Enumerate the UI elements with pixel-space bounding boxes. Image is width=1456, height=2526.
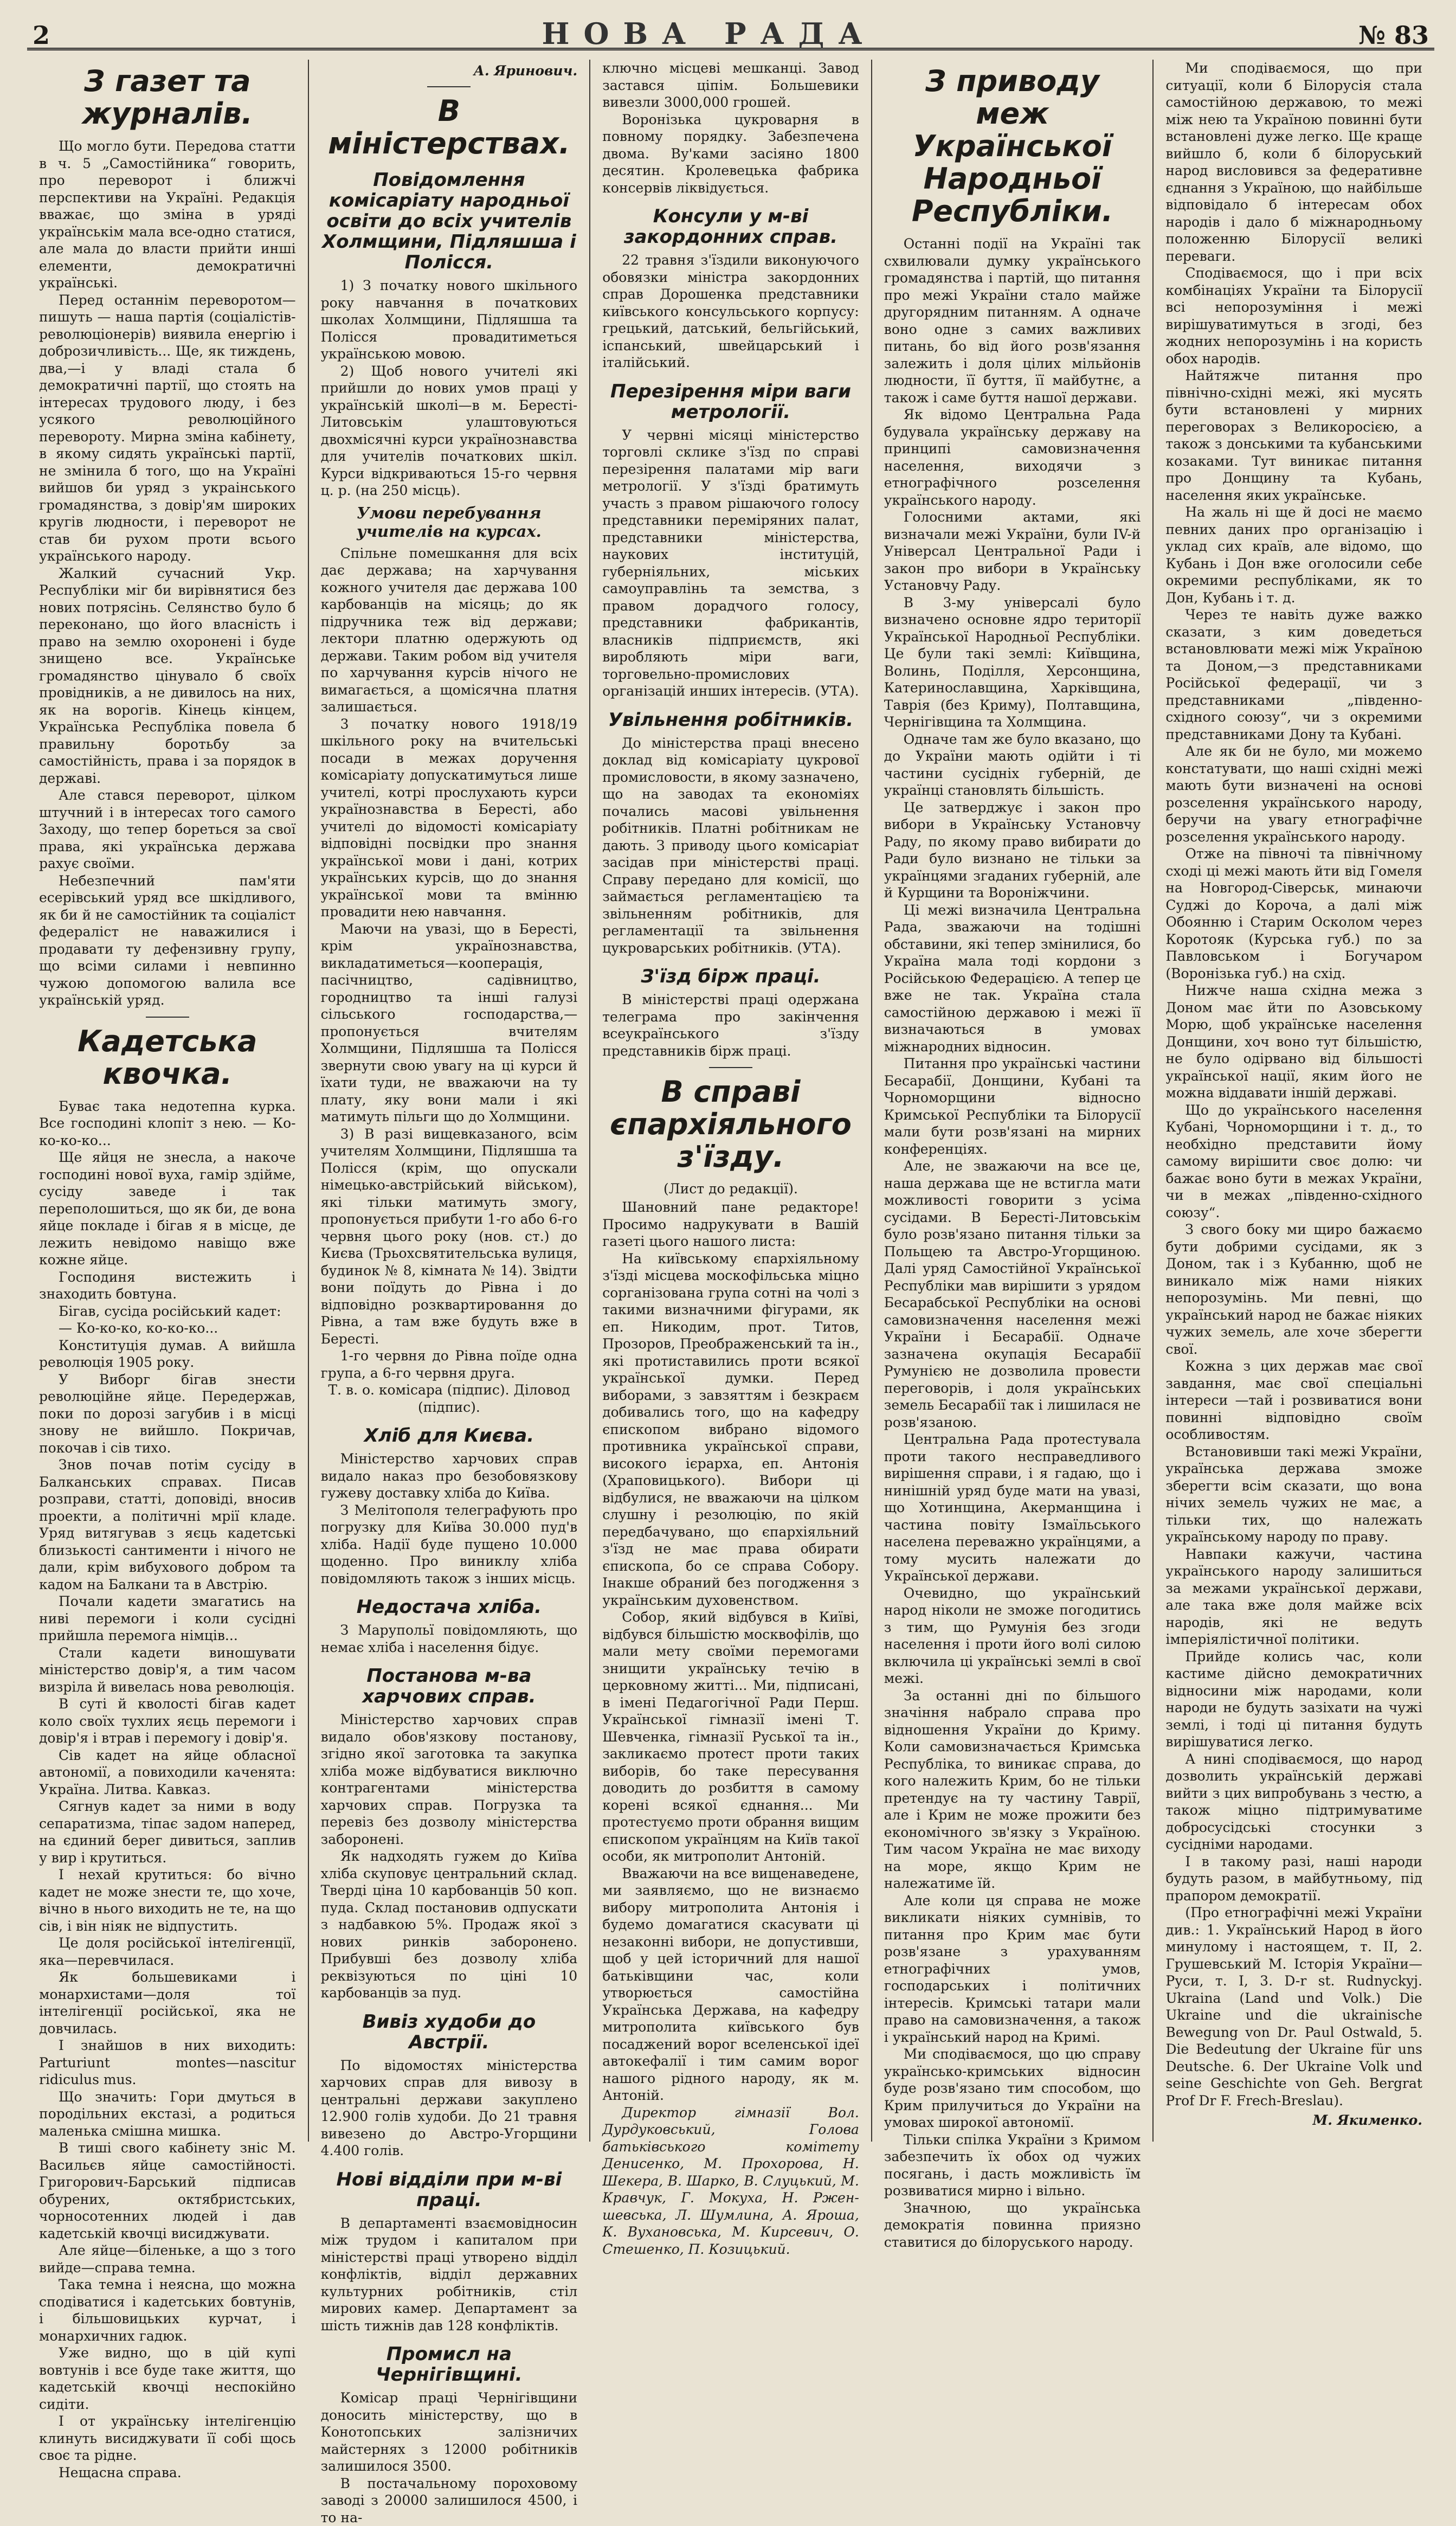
paragraph: Така темна і неясна, що можна сподіватися і кадетських бовтунів, і більшовицьких курчат, і монархичних гадюк. bbox=[39, 2276, 296, 2344]
divider bbox=[146, 1017, 189, 1018]
paragraph: Знов почав потім сусіду в Балканських справах. Писав розправи, статті, доповіді, вносив проекти, а політичні мрії кладе. Уряд витягував з яєць кадетські близькості сантименти і нічого не дали, крім вибухового добром та кадом на Балкани та в Австрію. bbox=[39, 1456, 296, 1593]
paragraph: У Виборг бігав знести революційне яйце. Передержав, поки по дорозі загубив і в місці знову не вийшло. Покричав, покочав і сів тихо. bbox=[39, 1371, 296, 1457]
bibliography-note: (Про етнографічні межі України див.: 1. Український Народ в його минулому і настоящем, т. II, 2. Грушевський М. Історія України—Руси, т. I, 3. D-r st. Rudnyckyj. Ukraina (Land und Volk.) Die Ukraine und die ukrainische Bewegung von Dr. Paul Ostwald, 5. Die Bedeutung der Ukraine für uns Deutsche. 6. Der Ukraine Volk und seine Geschichte von Geh. Bergrat Prof Dr F. Frech-Breslau). bbox=[1165, 1904, 1422, 2109]
paragraph: Уже видно, що в цій купі вовтунів і все буде таке життя, що кадетській квочці неспокійно сидіти. bbox=[39, 2344, 296, 2413]
paragraph: В департаменті взаємовідносин між трудом і капиталом при міністерстві праці утворено відділ конфліктів, відділ державних культурних робітників, стіл мирових камер. Департамент за шість тижнів дав 128 конфліктів. bbox=[321, 2215, 578, 2335]
paragraph: Одначе там же було вказано, що до України мають одійти і ті частини сусідніх губерній, де українці становлять більшість. bbox=[884, 731, 1141, 799]
paragraph: Встановивши такі межі України, українська держава зможе зберегти всім сказати, що вона нічих земель чужих не має, а тільки тих, що належать українському народу по праву. bbox=[1165, 1443, 1422, 1546]
subheading: Повідомлення комісаріату народньої освіти до всіх учителів Холмщини, Підляшша і Полісся. bbox=[321, 170, 578, 273]
paragraph: 3) В разі вищевказаного, всім учителям Холмщини, Підляшша та Полісся (крім, що опускали німецько-австрійський військом), які тільки матимуть змогу, пропонується прибути 1-го або 6-го червня цього року (нов. ст.) до Києва (Трьохсвятительська вулиця, будинок № 8, кімната № 14). Звідти вони поїдуть до Рівна і до відповідно розквартировання до Рівна, а там вже будуть вже в Бересті. bbox=[321, 1126, 578, 1348]
paragraph: Як відомо Центральна Рада будувала українську державу на принципі самовизначення населення, виходячи з етнографічного розселення українського народу. bbox=[884, 406, 1141, 509]
subheading: Увільнення робітників. bbox=[602, 710, 859, 730]
paragraph: Ми сподіваємося, що при ситуації, коли б Білорусія стала самостійною державою, то межі між нею та Україною повинні бути встановлені дуже легко. Ще краще вийшло б, коли б білоруський народ висловився за федеративне єднання з Україною, що найбільше відповідало б інтересам обох народів і дало б міжнародньому положенню Білорусії великі переваги. bbox=[1165, 60, 1422, 265]
paragraph: Конституція думав. А вийшла революція 1905 року. bbox=[39, 1337, 296, 1371]
paragraph: Міністерство харчових справ видало наказ про безобовязкову гужеву доставку хліба до Київа. bbox=[321, 1450, 578, 1502]
paragraph: За останні дні по більшого значіння набрало справа про відношення України до Криму. Коли самовизначається Кримська Республіка, то виникає справа, до кого належить Крим, бо не тільки претендує на ту частину Таврії, але і Крим не може прожити без економічного зв'язку з Україною. Тим часом Україна не має виходу на море, якщо Крим не належатиме їй. bbox=[884, 1687, 1141, 1892]
paragraph: Отже на півночі та північному сході ці межі мають йти від Гомеля на Новгород-Сіверськ, минаючи Суджі до Короча, а далі між Обоянню і Старим Осколом через Коротояк (Курська губ.) по за Павловськом і Богучаром (Воронізька губ.) на схід. bbox=[1165, 845, 1422, 982]
paragraph: Голосними актами, які визначали межі України, були IV-й Універсал Центральної Ради і закон про вибори в Українську Установчу Раду. bbox=[884, 509, 1141, 594]
paragraph: З свого боку ми щиро бажаємо бути добрими сусідами, як з Доном, так і з Кубанню, щоб не виникало між нами ніяких непорозумінь. Ми певні, що український народ не бажає ніяких чужих земель, але хоче зберегти свої. bbox=[1165, 1221, 1422, 1358]
column-5 bbox=[1152, 60, 1434, 2142]
paragraph: Вважаючи на все вищенаведене, ми заявляємо, що не визнаємо вибору митрополита Антонія і будемо домагатися скасувати ці незаконні вибори, не допустивши, щоб у цей історичний для нашої батьківщини час, коли утворюється самостійна Українська Держава, на кафедру митрополита київського був посаджений ворог вселенської ідеї автокефалії і тим самим ворог нашого рідного народу, як м. Антоній. bbox=[602, 1865, 859, 2104]
signature-block: Т. в. о. комісара (підпис). Діловод (підпис). bbox=[321, 1381, 578, 1416]
paragraph: Що до українського населення Кубані, Чорноморщини і т. д., то необхідно представити йому самому вирішити своє долю: чи бажає воно бути в межах України, чи в межах „південно-східного союзу“. bbox=[1165, 1102, 1422, 1222]
paragraph: По відомостях міністерства харчових справ для вивозу в центральні держави закуплено 12.900 голів худоби. До 21 травня вивезено до Австро-Угорщини 4.400 голів. bbox=[321, 2057, 578, 2159]
paragraph: З Марупольї повідомляють, що немає хліба і населення бідує. bbox=[321, 1622, 578, 1656]
paragraph: 3 початку нового 1918/19 шкільного року на вчительські посади в межах доручення комісаріату допускатимуться лише учителі, котрі прослухають курси українознавства в Бересті, або учителі до відомості комісаріату відповідні посвідки про знання української мови і дані, котрих українських курсів, що до знання української мови та вмінню провадити нею навчання. bbox=[321, 716, 578, 921]
paragraph: Стали кадети виношувати міністерство довір'я, а тим часом визріла й вивелась нова революція. bbox=[39, 1644, 296, 1696]
paragraph: 2) Щоб нового учителі які прийшли до нових умов праці у українській школі—в м. Бересті-Литовськім улаштовуються двохмісячні курси українознавства для учителів початкових шкіл. Курси відкриваються 15-го червня ц. р. (на 250 місць). bbox=[321, 363, 578, 499]
paragraph: Це затверджує і закон про вибори в Українську Установчу Раду, по якому право вибирати до Ради було визнано не тільки за українцями згаданих губерній, але й Курщини та Вороніжчини. bbox=[884, 799, 1141, 902]
paragraph: Значною, що українська демократія повинна приязно ставитися до білоруського народу. bbox=[884, 2200, 1141, 2251]
paragraph: Питання про українські частини Бесарабії, Донщини, Кубані та Чорноморщини відносно Кримської Республіки та Білорусії мали бути розв'язані на мирних конференціях. bbox=[884, 1055, 1141, 1158]
paragraph: Бігав, сусіда російський кадет: bbox=[39, 1303, 296, 1320]
paragraph: І от українську інтелігенцію клинуть висиджувати її собі щось своє та рідне. bbox=[39, 2413, 296, 2464]
paragraph: Воронізька цукроварня в повному порядку. Забезпечена двома. Ву'ками засіяно 1800 десятин. Кролевецька фабрика консервів ліквідується. bbox=[602, 111, 859, 197]
paragraph: В суті й кволості бігав кадет коло своїх тухлих яєць перемоги і довір'я і втрав і перемогу і довір'я. bbox=[39, 1695, 296, 1747]
paragraph: Що могло бути. Передова статти в ч. 5 „Самостійника“ говорить, про переворот і ближчі перспективи на Україні. Редакція вважає, що зміна в уряді українськім мала все-одно статися, але мала до власти прийти инші елементи, демократичні українські. bbox=[39, 138, 296, 292]
paragraph: Жалкий сучасний Укр. Республіки міг би вирівнятися без нових потрясінь. Селянство було б переконано, що його власність і право на землю охоронені і буде знищено все. Українське громадянство цінувало б своїх провідників, а не дивилось на них, як на ворогів. Кінець кінцем, Українська Республіка повела б правильну боротьбу за самостійність, права і за порядок в державі. bbox=[39, 565, 296, 787]
issue-number: № 83 bbox=[1320, 21, 1429, 50]
paragraph: Але як би не було, ми можемо констатувати, що наші східні межі мають бути визначені на основі розселення українського народу, беручи на увагу етнографічне розселення українського народу. bbox=[1165, 743, 1422, 845]
subheading: Консули у м-ві закордонних справ. bbox=[602, 206, 859, 247]
paragraph: Спільне помешкання для всіх дає держава; на харчування кожного учителя дає держава 100 карбованців на місяць; до як підручника теж від держави; лектори платню одержують од держави. Таким робом від учителя по харчування курсів нічого не вимагається, а щомісячна платня залишається. bbox=[321, 545, 578, 716]
article-heading-cadet-hen: Кадетська квочка. bbox=[39, 1025, 296, 1090]
paragraph: Сів кадет на яйце обласної автономії, а повиходили каченята: Україна. Литва. Кавказ. bbox=[39, 1747, 296, 1798]
paragraph: Але коли ця справа не може викликати ніяких сумнівів, то питання про Крим має бути розв'язане з урахуванням етнографічних умов, господарських і політичних інтересів. Кримські татари мали право на самовизначення, а також і український народ на Кримі. bbox=[884, 1892, 1141, 2046]
paragraph: Це доля російської інтелігенції, яка—перевчилася. bbox=[39, 1934, 296, 1969]
page-number: 2 bbox=[33, 21, 98, 50]
paragraph: Сягнув кадет за ними в воду сепаратизма, тіпає задом наперед, на єдиний берег дивиться, заплив у вир і крутиться. bbox=[39, 1798, 296, 1866]
paragraph: До міністерства праці внесено доклад від комісаріату цукрової промисловости, в якому зазначено, що на заводах та економіях почались масові увільнення робітників. Платні робітникам не дають. З приводу цього комісаріат засідав при міністерстві праці. Справу передано для комісії, що займається регламентацією та звільненням робітників, для регламентації та звільнення цукроварських робітників. (УТА). bbox=[602, 735, 859, 957]
paragraph: Перед останнім переворотом—пишуть — наша партія (соціалістів-революціонерів) виявила енергію і доброзичливість... Ще, як тиждень, два,—і у владі стала б демократичні партії, що стоять на інтересах трудового люду, і без усякого революційного перевороту. Мирна зміна кабінету, в якому сидять українські партії, не змінила б того, що на Україні вийшов би уряд з украінського громадянства, з довір'ям широких кругів людности, і переворот не став би рухом проти всього українського народу. bbox=[39, 292, 296, 565]
paragraph: Кожна з цих держав має свої завдання, має свої спеціальні інтереси —тай і розвиватися вони повинні відповідно своїм особливостям. bbox=[1165, 1358, 1422, 1443]
paragraph: В тиші свого кабінету зніс М. Васильєв яйце самостійності. Григорович-Барський підписав обурених, октябристських, чорносотенних людей і дав кадетській квочці висиджувати. bbox=[39, 2139, 296, 2242]
subheading: Хліб для Києва. bbox=[321, 1425, 578, 1446]
paragraph: У червні місяці міністерство торговлі склике з'їзд по справі перезірення палатами мір ваги метрології. У з'їзді братимуть участь з правом рішаючого голосу представники переміряних палат, представники міністерства, наукових інституцій, губерніяльних, міських самоуправлінь та земства, з правом дорадчого голосу, представники фабрикантів, власників підприємств, які виробляють міри ваги, торговельно-промислових організацій инших інтересів. (УТА). bbox=[602, 427, 859, 700]
paragraph: — Ко-ко-ко, ко-ко-ко... bbox=[39, 1320, 296, 1337]
paragraph: Шановний пане редакторе! Просимо надрукувати в Вашій газеті цього нашого листа: bbox=[602, 1199, 859, 1250]
paragraph: 22 травня з'їздили виконуючого обовязки міністра закордонних справ Дорошенка представники київського консульського корпусу: грецький, датський, бельгійський, іспанський, швейцарський і італійський. bbox=[602, 252, 859, 371]
paragraph: Комісар праці Чернігівщини доносить міністерству, що в Конотопських залізничих майстернях з 12000 робітників залишилося 3500. bbox=[321, 2389, 578, 2475]
subheading: З'їзд бірж праці. bbox=[602, 966, 859, 987]
paragraph: Останні події на Україні так схвилювали думку українського громадянства і партій, що питання про межі України стало майже другорядним питанням. А одначе воно одне з самих важливих питань, бо від його розв'язання залежить і доля цілих мільйонів людности, її буття, її майбутнє, а також і саме буття нашої держави. bbox=[884, 235, 1141, 406]
article-source-note: (Лист до редакції). bbox=[602, 1181, 859, 1197]
paragraph: З Мелітополя телеграфують про погрузку для Київа 30.000 пуд'в хліба. Надії буде пущено 10.000 щоденно. Про виниклу хліба повідомляють також з інших місць. bbox=[321, 1502, 578, 1587]
paragraph: Через те навіть дуже важко сказати, з ким доведеться встановлювати межі між Україною та Доном,—з представниками Російської федерації, чи з представниками „південно-східного союзу“, чи з окремими представниками Дону та Кубані. bbox=[1165, 606, 1422, 743]
paragraph: Як большевиками і монархистами—доля тої інтелігенції російської, яка не довчилась. bbox=[39, 1969, 296, 2037]
author-signature: М. Якименко. bbox=[1165, 2112, 1422, 2128]
paragraph: Найтяжче питання про північно-східні межі, які мусять бути встановлені у мирних переговорах з Великоросією, а також з донськими та кубанськими козаками. Тут виникає питання про Донщину та Кубань, населення яких українське. bbox=[1165, 367, 1422, 504]
paragraph: Господиня вистежить і знаходить бовтуна. bbox=[39, 1269, 296, 1303]
paragraph: Як надходять гужем до Київа хліба скуповує центральний склад. Твердi ціна 10 карбованців 50 коп. пуда. Склад постановив одпускати з надбавкою 5%. Продаж якої з нових ринків заборонено. Прибувші без дозволу хліба реквізуються по ціні 10 карбованців за пуд. bbox=[321, 1848, 578, 2002]
paragraph: Буває така недотепна курка. Все господині клопіт з нею. — Ко-ко-ко-ко... bbox=[39, 1098, 296, 1149]
paragraph: А нині сподіваємося, що народ дозволить українській державі вийти з цих випробувань з честю, а також міцно підтримуватиме добросусідські стосунки з сусідніми народами. bbox=[1165, 1751, 1422, 1853]
paragraph: В постачальному пороховому заводі з 20000 залишилося 4500, і то на- bbox=[321, 2475, 578, 2526]
author-signature: А. Яринович. bbox=[321, 63, 578, 79]
paragraph: Ще яйця не знесла, а накоче господині нової вуха, гамір здійме, сусіду заведе і так переполошиться, що як би, де вона яйце покладе і бігав я в місце, де лежить невідомо навіщо вже кожне яйце. bbox=[39, 1149, 296, 1269]
subheading: Умови перебування учителів на курсах. bbox=[321, 504, 578, 541]
paragraph: Маючи на увазі, що в Бересті, крім українознавства, викладатиметься—кооперація, пасічництво, садівництво, городництво та інші галузі сільського господарства,—пропонується вчителям Холмщини, Підляшша та Полісся звернути свою увагу на ці курси й їхати туди, не вважаючи на ту плату, яку вони мали і які матимуть пільги що до Холмщини. bbox=[321, 921, 578, 1126]
subheading: Постанова м-ва харчових справ. bbox=[321, 1666, 578, 1707]
subheading: Нові відділи при м-ві праці. bbox=[321, 2169, 578, 2210]
paragraph: 1-го червня до Рівна поїде одна група, а 6-го червня друга. bbox=[321, 1347, 578, 1381]
paragraph: Що значить: Гори дмуться в породільних екстазі, а родиться маленька смішна мишка. bbox=[39, 2088, 296, 2140]
paragraph: В міністерстві праці одержана телеграма про закінчення всеукраїнського з'їзду представників бірж праці. bbox=[602, 991, 859, 1059]
paragraph: Але стався переворот, цілком штучний і в інтересах того самого Заходу, що тепер бореться за свої права, які українська держава рахує своїми. bbox=[39, 787, 296, 872]
paragraph: Але яйце—біленьке, а що з того вийде—справа темна. bbox=[39, 2242, 296, 2276]
paragraph: Тільки спілка України з Кримом забезпечить їх обох од чужих посягань, і дасть можливість їм розвиватися мирно і вільно. bbox=[884, 2131, 1141, 2200]
paragraph: Почали кадети змагатись на ниві перемоги і коли сусідні прийшла перемога німців... bbox=[39, 1593, 296, 1644]
paragraph: На київському єпархіяльному з'їзді місцева москофільська міцно сорганізована група сотні на чолі з такими визначними фігурами, як еп. Никодим, прот. Титов, Прозоров, Преображенський та ін., які протиставились проти всякої української думки. Перед виборами, з завзяттям і безкраєм добивались того, що на кафедру єпископом вибрано відомого противника української справи, високого ієрарха, еп. Антонія (Храповицького). Вибори ці відбулися, не вважаючи на цілком слушну і резолюцію, по якій передбачувано, що єпархіяльний з'їзд не має права обирати єпископа, бо се справа Собору. Інакше обраний без погодження з українським духовенством. bbox=[602, 1250, 859, 1609]
paragraph: Центральна Рада протестувала проти такого несправедливого вирішення справи, і я гадаю, що і нинішній уряд буде мати на увазі, що Хотинщина, Акерманщина і частина повіту Ізмаїльського населена переважно українцями, а тому мусить належати до Української держави. bbox=[884, 1431, 1141, 1585]
subheading: Промисл на Чернігівщині. bbox=[321, 2344, 578, 2385]
paragraph: Ми сподіваємося, що цю справу українсько-кримських відносин буде розв'язано тим способом, що Крим прилучиться до України на умовах широкої автономії. bbox=[884, 2046, 1141, 2131]
paragraph: Нещасна справа. bbox=[39, 2464, 296, 2482]
paragraph: Міністерство харчових справ видало обов'язкову постанову, згідно якої заготовка та закупка хліба може відбуватися виключно контрагентами міністерства харчових справ. Погрузка та перевіз без дозволу міністерства заборонені. bbox=[321, 1711, 578, 1848]
paragraph: На жаль ні ще й досі не маємо певних даних про організацію і уклад сих країв, але відомо, що Кубань і Дон вже оголосили себе окремими республіками, як то Дон, Кубань і т. д. bbox=[1165, 504, 1422, 606]
article-heading-eparchial-congress: В справі єпархіяльного з'їзду. bbox=[602, 1076, 859, 1173]
signatories: Директор гімназії Вол. Дурдуковський, Голова батьківського комітету Денисенко, М. Прохорова, Н. Шекера, В. Шарко, В. Слуцький, М. Кравчук, Г. Мокуха, Н. Ржен-шевська, Л. Шумлина, А. Яроша, К. Вухановська, М. Кирсевич, О. Стешенко, П. Козицький. bbox=[602, 2104, 859, 2258]
paragraph: Очевидно, що український народ ніколи не зможе погодитись з тим, що Румунія без згоди населення і проти його волі силою включила ці українські землі в свої межі. bbox=[884, 1585, 1141, 1687]
divider bbox=[427, 86, 471, 87]
paragraph: Навпаки кажучи, частина українського народу залишиться за межами української держави, але така вже доля майже всіх народів, які не ведуть імперіялістичної політики. bbox=[1165, 1546, 1422, 1648]
masthead bbox=[27, 16, 1434, 50]
paper-name: НОВА РАДА bbox=[542, 16, 876, 51]
column-2 bbox=[308, 60, 590, 2142]
article-heading-ministries: В міністерствах. bbox=[321, 95, 578, 160]
column-3 bbox=[589, 60, 871, 2142]
paragraph: І в такому разі, наші народи будуть разом, в майбутньому, під прапором демократії. bbox=[1165, 1853, 1422, 1905]
article-heading-ukraine-borders: З приводу меж Української Народньої Республіки. bbox=[884, 65, 1141, 228]
paragraph: 1) З початку нового шкільного року навчання в початкових школах Холмщини, Підляшша та Полісся провадитиметься українською мовою. bbox=[321, 277, 578, 363]
paragraph: І знайшов в них виходить: Parturiunt montes—nascitur ridiculus mus. bbox=[39, 2037, 296, 2088]
paragraph: Сподіваємося, що і при всіх комбінаціях України та Білорусії всі непорозуміння і межі вирішуватимуться в згоді, без жодних непорозумінь і на користь обох народів. bbox=[1165, 265, 1422, 367]
divider bbox=[709, 1067, 752, 1068]
paragraph: Собор, який відбувся в Київі, відбувся більшістю москвофілів, що мали мету своїми перемогами знищити українську течію в церковному житті... Ми, підписані, в імені Педагогічної Ради Перш. Української гімназії імені Т. Шевченка, гімназії Руської та ін., закликаємо протест проти таких виборів, бо таке пересування доводить до розбиття в самому корені всякої єднання... Ми протестуємо проти обрання вищим єпископом українцям на Київ такої особи, як митрополит Антоній. bbox=[602, 1609, 859, 1865]
paragraph: Небезпечний пам'яти есерівський уряд все шкідливого, як би й не самостійник та соціаліст федераліст не наважилися і продавати ту дефензивну групу, що всіми силами і невпинно чужою допомогою валила все українській уряд. bbox=[39, 872, 296, 1009]
paragraph: І нехай крутиться: бо вічно кадет не може знести те, що хоче, вічно в нього виходить не те, на що сів, і він ніяк не відпустить. bbox=[39, 1866, 296, 1934]
paragraph: Прийде колись час, коли кастиме дійсно демократичних відносини між народами, коли народи не будуть зазіхати на чужі землі, і тоді ці питання будуть вирішуватися легко. bbox=[1165, 1648, 1422, 1751]
subheading: Недостача хліба. bbox=[321, 1597, 578, 1617]
subheading: Вивіз худоби до Австрії. bbox=[321, 2011, 578, 2053]
column-4 bbox=[871, 60, 1153, 2142]
paragraph: Ці межі визначила Центральна Рада, зважаючи на тодішні обставини, які тепер змінилися, бо Україна мала тоді кордони з Російською Федерацією. А тепер це вже не так. Україна стала самостійною державою і межі її визначаються в умовах міжнародних відносин. bbox=[884, 902, 1141, 1056]
paragraph: Нижче наша східна межа з Доном має йти по Азовському Морю, щоб українське населення Донщини, хоч воно тут більшістю, не було одірвано від більшості української нації, яким його не можна віддавати іншій державі. bbox=[1165, 982, 1422, 1102]
paragraph: Але, не зважаючи на все це, наша держава ще не встигла мати можливості говорити з усіма сусідами. В Бересті-Литовськім було розв'язано питання тільки за Польщею та Австро-Угорщиною. Далі уряд Самостійної Української Республіки мав вирішити з урядом Бесарабської Республіки на основі самовизначення населення межі України і Бесарабії. Одначе зазначена окупація Бесарабії Румунією не дозволила провести переговорів, і доля українських земель Бесарабії так і лишилася не розв'язаною. bbox=[884, 1158, 1141, 1431]
article-heading-press-review: З газет та журналів. bbox=[39, 65, 296, 130]
paragraph: ключно місцеві мешканці. Завод застався ціпім. Большевики вивезли 3000,000 грошей. bbox=[602, 60, 859, 111]
subheading: Перезірення міри ваги метрології. bbox=[602, 381, 859, 422]
column-1 bbox=[27, 60, 308, 2142]
paragraph: В 3-му універсалі було визначено основне ядро території Української Народньої Республіки. Це були такі землі: Київщина, Волинь, Поділля, Херсонщина, Катеринославщина, Харківщина, Таврія (без Криму), Полтавщина, Чернігівщина та Холмщина. bbox=[884, 594, 1141, 731]
